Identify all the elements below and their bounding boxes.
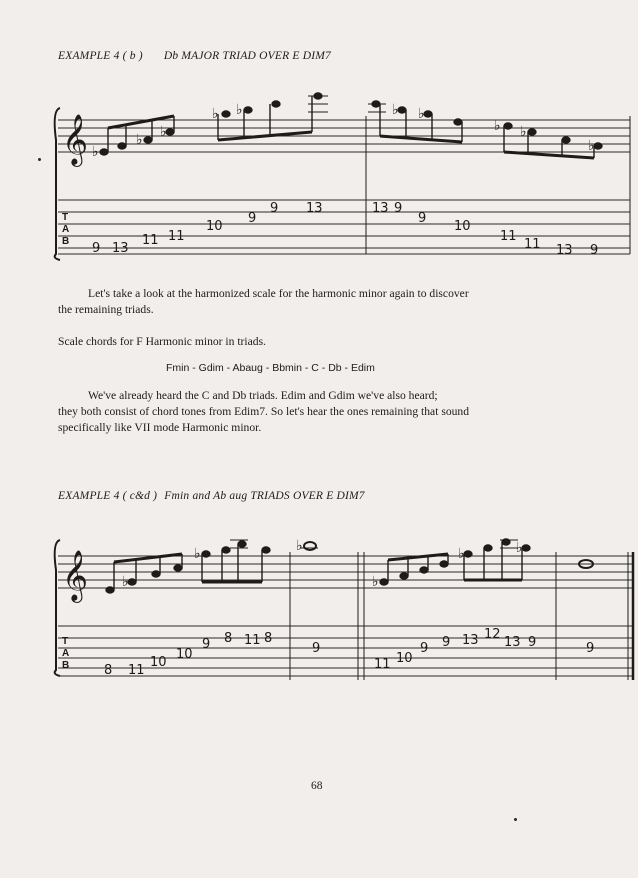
- tab-number: 13: [112, 241, 129, 256]
- tab-number: 13: [504, 635, 521, 650]
- svg-text:♭: ♭: [392, 102, 399, 118]
- chord-list: Fmin - Gdim - Abaug - Bbmin - C - Db - Edim: [166, 362, 375, 374]
- svg-text:♭: ♭: [418, 106, 425, 122]
- example-4b-label: EXAMPLE 4 ( b ): [58, 50, 143, 62]
- tab-number: 13: [372, 201, 389, 216]
- tab-number: 13: [462, 633, 479, 648]
- tab-number: 9: [312, 641, 321, 656]
- svg-text:♭: ♭: [122, 574, 129, 590]
- paragraph-line: Let's take a look at the harmonized scale for the harmonic minor again to discover: [88, 287, 469, 300]
- tab-number: 9: [418, 211, 427, 226]
- tab-number: 9: [420, 641, 429, 656]
- tab-number: 9: [394, 201, 403, 216]
- print-speck: [38, 158, 41, 161]
- page-number: 68: [311, 780, 323, 792]
- svg-text:♭: ♭: [494, 118, 501, 134]
- tab-number: 9: [528, 635, 537, 650]
- paragraph-line: they both consist of chord tones from Edim7. So let's hear the ones remaining that sound: [58, 405, 470, 418]
- tab-number: 10: [150, 655, 167, 670]
- paragraph-line: We've already heard the C and Db triads. Edim and Gdim we've also heard;: [88, 389, 438, 402]
- tab-number: 11: [524, 237, 541, 252]
- tab-number: 8: [224, 631, 233, 646]
- tab-letter-a: A: [62, 224, 70, 235]
- svg-text:♭: ♭: [588, 138, 595, 154]
- tab-number: 9: [92, 241, 101, 256]
- tab-number: 12: [484, 627, 501, 642]
- tab-number: 11: [128, 663, 145, 678]
- tab-number: 10: [206, 219, 223, 234]
- tab-number: 8: [104, 663, 113, 678]
- svg-text:♭: ♭: [212, 106, 219, 122]
- tab-number: 9: [442, 635, 451, 650]
- tab-number: 9: [590, 243, 599, 258]
- example-4cd-heading: [58, 490, 365, 502]
- example-4cd-notation: [0, 520, 638, 690]
- svg-text:♭: ♭: [236, 102, 243, 118]
- svg-text:♭: ♭: [194, 546, 201, 562]
- svg-text:♭: ♭: [516, 540, 523, 556]
- example-4b-title: Db MAJOR TRIAD OVER E DIM7: [163, 50, 331, 62]
- tab-number: 9: [202, 637, 211, 652]
- example-4b-heading: [58, 50, 331, 62]
- svg-text:♭: ♭: [160, 124, 167, 140]
- tab-number: 10: [396, 651, 413, 666]
- tab-number: 11: [500, 229, 517, 244]
- paragraph-line: the remaining triads.: [58, 303, 154, 316]
- tab-number: 11: [374, 657, 391, 672]
- tab-number: 9: [270, 201, 279, 216]
- tab-letter-t: T: [62, 636, 69, 647]
- tab-letter-t: T: [62, 212, 69, 223]
- svg-text:♭: ♭: [92, 144, 99, 160]
- svg-text:♭: ♭: [520, 124, 527, 140]
- tab-number: 10: [454, 219, 471, 234]
- tab-number: 9: [248, 211, 257, 226]
- tab-letter-b: B: [62, 660, 70, 671]
- svg-text:♭: ♭: [296, 538, 303, 554]
- svg-text:𝄞: 𝄞: [62, 550, 89, 601]
- tab-letter-b: B: [62, 236, 70, 247]
- tab-number: 9: [586, 641, 595, 656]
- svg-text:♭: ♭: [372, 574, 379, 590]
- tab-number: 13: [306, 201, 323, 216]
- example-4cd-title: Fmin and Ab aug TRIADS OVER E DIM7: [164, 490, 365, 502]
- paragraph-scale-chords: Scale chords for F Harmonic minor in triads.: [58, 335, 266, 348]
- print-speck: [514, 818, 517, 821]
- tab-number: 11: [168, 229, 185, 244]
- svg-text:♭: ♭: [136, 132, 143, 148]
- tab-number: 11: [142, 233, 159, 248]
- example-4cd-label: EXAMPLE 4 ( c&d ): [58, 490, 158, 502]
- svg-text:♭: ♭: [458, 546, 465, 562]
- svg-text:𝄞: 𝄞: [62, 114, 89, 165]
- tab-number: 13: [556, 243, 573, 258]
- tab-letter-a: A: [62, 648, 70, 659]
- example-4b-notation: [0, 80, 638, 280]
- tab-number: 10: [176, 647, 193, 662]
- paragraph-line: specifically like VII mode Harmonic minor.: [58, 421, 262, 434]
- tab-number: 11: [244, 633, 261, 648]
- tab-number: 8: [264, 631, 273, 646]
